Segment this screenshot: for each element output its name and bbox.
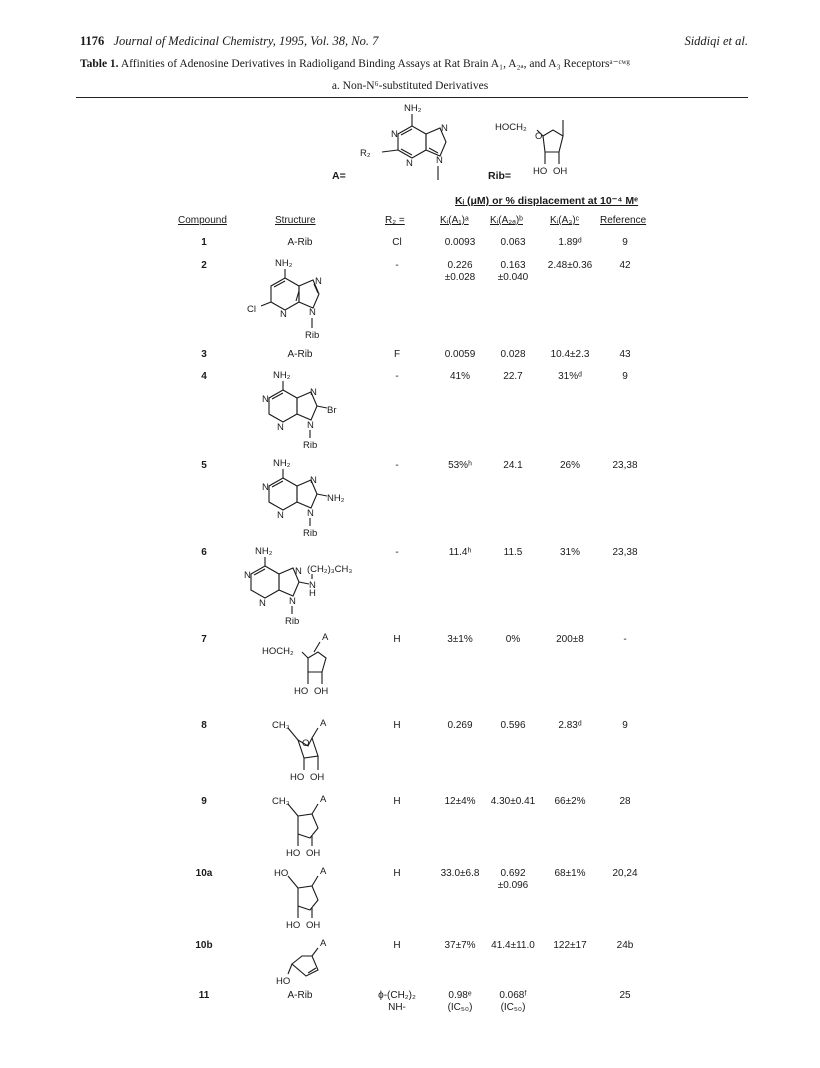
col-header-ki-a3: Kᵢ(A₃)ᶜ <box>550 215 580 226</box>
row-10b-ki-a3: 122±17 <box>553 940 587 951</box>
chem-oh-label: OH <box>553 166 568 177</box>
row-10b-r2: H <box>393 940 401 951</box>
table-top-rule <box>76 97 748 98</box>
row-5-ki-a1: 53%ʰ <box>448 460 472 471</box>
chem-n3-label: N <box>277 510 284 521</box>
row-8-reference: 9 <box>622 720 628 731</box>
table-caption-label: Table 1. <box>80 58 119 70</box>
row-2-ki-a3: 2.48±0.36 <box>547 260 593 271</box>
chem-hoch2-label: HOCH₂ <box>262 646 294 657</box>
row-4-compound: 4 <box>201 371 207 382</box>
chem-n3-label: N <box>406 158 413 169</box>
row-3-compound: 3 <box>201 349 207 360</box>
row-3-r2: F <box>393 349 401 360</box>
row-4-structure-drawing <box>255 368 345 451</box>
row-2-ki-a2a: 0.163 <box>500 260 526 271</box>
row-6-structure-drawing <box>244 544 375 627</box>
row-2-ki-a2a-error: ±0.040 <box>497 272 529 283</box>
row-10a-ki-a2a-error: ±0.096 <box>497 880 529 891</box>
chem-ring-o-label: O <box>302 738 310 749</box>
row-1-r2: Cl <box>392 237 402 248</box>
row-9-ki-a1: 12±4% <box>444 796 476 807</box>
row-8-compound: 8 <box>201 720 207 731</box>
col-header-compound: Compound <box>178 215 227 226</box>
col-header-r2: R₂ = <box>385 215 405 226</box>
row-11-r2-cont: NH- <box>388 1002 406 1013</box>
chem-n7-label: N <box>295 566 302 577</box>
row-1-ki-a3: 1.89ᵈ <box>558 237 582 248</box>
row-6-ki-a2a: 11.5 <box>503 547 523 558</box>
chem-ho-label: HO <box>290 772 305 783</box>
row-2-ki-a1: 0.226 <box>447 260 473 271</box>
row-5-ki-a3: 26% <box>559 460 580 471</box>
row-11-ki-a2a: 0.068ᶠ <box>499 990 527 1001</box>
row-5-reference: 23,38 <box>612 460 638 471</box>
row-4-ki-a2a: 22.7 <box>503 371 523 382</box>
chem-rib-label: Rib <box>305 330 320 341</box>
row-11-ki-a1-note: (IC₅₀) <box>447 1002 473 1013</box>
row-2-compound: 2 <box>201 260 207 271</box>
chem-ring-o-label: O <box>535 131 543 142</box>
row-10a-ki-a2a: 0.692 <box>500 868 526 879</box>
chem-n3-label: N <box>277 422 284 433</box>
row-9-ki-a2a: 4.30±0.41 <box>490 796 536 807</box>
row-9-reference: 28 <box>619 796 631 807</box>
chem-ho-label: HO <box>286 920 301 931</box>
row-10b-ki-a2a: 41.4±11.0 <box>491 940 535 951</box>
row-10a-r2: H <box>393 868 401 879</box>
row-11-ki-a2a-note: (IC₅₀) <box>500 1002 526 1013</box>
row-4-ki-a1: 41% <box>449 371 470 382</box>
chem-rib-label: Rib <box>303 528 318 539</box>
row-10a-ki-a1: 33.0±6.8 <box>440 868 480 879</box>
chem-n7-label: N <box>310 387 317 398</box>
chem-n1-label: N <box>391 129 398 140</box>
row-7-r2: H <box>393 634 401 645</box>
chem-oh-label: OH <box>310 772 325 783</box>
page-header-left <box>80 34 378 49</box>
page-author: Siddiqi et al. <box>684 34 748 48</box>
row-8-structure-drawing <box>262 716 352 784</box>
row-11-compound: 11 <box>198 990 210 1001</box>
row-1-ki-a2a: 0.063 <box>500 237 526 248</box>
chem-hoch2-label: HOCH₂ <box>495 122 527 133</box>
row-11-ki-a1: 0.98ᵉ <box>448 990 472 1001</box>
col-header-reference: Reference <box>600 215 647 226</box>
chem-n9-label: N <box>289 596 296 607</box>
row-7-compound: 7 <box>201 634 207 645</box>
row-4-r2: - <box>395 371 399 382</box>
chem-n3-label: N <box>280 309 287 320</box>
row-9-r2: H <box>393 796 401 807</box>
row-8-ki-a1: 0.269 <box>447 720 473 731</box>
chem-nh2-label: NH₂ <box>255 546 273 557</box>
chem-ho-label: HO <box>276 976 291 987</box>
chem-n7-label: N <box>310 475 317 486</box>
row-9-structure-drawing <box>262 792 352 860</box>
row-10a-ki-a3: 68±1% <box>554 868 586 879</box>
table-caption-text: Affinities of Adenosine Derivatives in Radioligand Binding Assays at Rat Brain A₁, A₂ₐ, and A₃ Receptorsᵃ⁻ᶜʷᵍ <box>120 58 630 70</box>
row-10b-reference: 24b <box>616 940 634 951</box>
chem-cl-label: Cl <box>247 304 256 315</box>
chem-a-label: A <box>320 794 327 805</box>
row-3-ki-a1: 0.0059 <box>444 349 476 360</box>
row-11-r2: ϕ-(CH₂)₂ <box>378 990 416 1001</box>
row-4-reference: 9 <box>622 371 628 382</box>
row-6-r2: - <box>395 547 399 558</box>
chem-n-substituent-label: N <box>309 580 316 591</box>
col-header-structure: Structure <box>275 215 316 226</box>
journal-citation: Journal of Medicinal Chemistry, 1995, Vol. 38, No. 7 <box>113 34 379 48</box>
row-6-ki-a3: 31% <box>559 547 580 558</box>
col-header-ki-a2a: Kᵢ(A₂ₐ)ᵇ <box>490 215 523 226</box>
chem-n7-label: N <box>315 276 322 287</box>
chem-ho-label: HO <box>533 166 548 177</box>
chem-a-label: A <box>320 718 327 729</box>
row-1-structure: A-Rib <box>287 237 313 248</box>
row-2-reference: 42 <box>619 260 631 271</box>
row-2-ki-a1-error: ±0.028 <box>444 272 476 283</box>
chem-ch3-label: CH₃ <box>272 720 290 731</box>
row-8-ki-a2a: 0.596 <box>500 720 526 731</box>
row-8-r2: H <box>393 720 401 731</box>
row-5-compound: 5 <box>201 460 207 471</box>
chem-oh-label: OH <box>306 920 321 931</box>
chem-rib-label: Rib <box>303 440 318 451</box>
chem-n1-label: N <box>262 394 269 405</box>
row-10a-structure-drawing <box>262 864 352 932</box>
row-1-ki-a1: 0.0093 <box>444 237 476 248</box>
chem-nh2-label: NH₂ <box>273 370 291 381</box>
chem-ho-top-label: HO <box>274 868 289 879</box>
row-8-ki-a3: 2.83ᵈ <box>558 720 582 731</box>
row-2-r2: - <box>395 260 399 271</box>
chem-n9-label: N <box>307 508 314 519</box>
row-11-structure: A-Rib <box>287 990 313 1001</box>
chem-n3-label: N <box>259 598 266 609</box>
row-10b-compound: 10b <box>195 940 213 951</box>
row-10b-ki-a1: 37±7% <box>444 940 476 951</box>
chem-a-label: A <box>320 938 327 949</box>
chem-nh2-label: NH₂ <box>275 258 293 269</box>
row-3-ki-a2a: 0.028 <box>500 349 526 360</box>
chem-a-label: A <box>320 866 327 877</box>
chem-n7-label: N <box>441 123 448 134</box>
row-10b-structure-drawing <box>270 936 350 988</box>
row-3-reference: 43 <box>619 349 631 360</box>
chem-nh2-substituent-label: NH₂ <box>327 493 345 504</box>
a-equals-label: A= <box>332 170 346 182</box>
purine-core-structure <box>360 100 480 190</box>
row-1-compound: 1 <box>201 237 207 248</box>
row-5-r2: - <box>395 460 399 471</box>
row-9-compound: 9 <box>201 796 207 807</box>
chem-ch3-label: CH₃ <box>272 796 290 807</box>
row-3-structure: A-Rib <box>287 349 313 360</box>
row-3-ki-a3: 10.4±2.3 <box>550 349 590 360</box>
row-7-ki-a1: 3±1% <box>447 634 473 645</box>
row-2-structure-drawing <box>247 256 345 341</box>
chem-oh-label: OH <box>314 686 329 697</box>
row-11-reference: 25 <box>619 990 631 1001</box>
row-7-ki-a3: 200±8 <box>556 634 584 645</box>
chem-n1-label: N <box>244 570 251 581</box>
chem-n9-label: N <box>436 155 443 166</box>
row-5-ki-a2a: 24.1 <box>503 460 523 471</box>
row-6-ki-a1: 11.4ʰ <box>448 547 472 558</box>
row-10a-compound: 10a <box>195 868 213 879</box>
page-number: 1176 <box>80 34 105 48</box>
chem-rib-label: Rib <box>285 616 300 627</box>
row-7-reference: - <box>623 634 627 645</box>
chem-ho-label: HO <box>286 848 301 859</box>
chem-nh2-label: NH₂ <box>273 458 291 469</box>
row-6-compound: 6 <box>201 547 207 558</box>
chem-a-label: A <box>322 632 329 643</box>
chem-br-label: Br <box>327 405 337 416</box>
row-1-reference: 9 <box>622 237 628 248</box>
rib-equals-label: Rib= <box>488 170 512 182</box>
chem-butyl-label: (CH₂)₃CH₃ <box>307 564 353 575</box>
chem-n9-label: N <box>307 420 314 431</box>
row-5-structure-drawing <box>255 456 355 539</box>
table-caption <box>80 56 630 70</box>
chem-nh2-label: NH₂ <box>404 103 422 114</box>
ki-header: Kᵢ (μM) or % displacement at 10⁻⁴ Mᵉ <box>455 195 639 207</box>
chem-r2-label: R₂ <box>360 148 371 159</box>
chem-oh-label: OH <box>306 848 321 859</box>
col-header-ki-a1: Kᵢ(A₁)ᵃ <box>440 215 469 226</box>
chem-n9-label: N <box>309 307 316 318</box>
row-9-ki-a3: 66±2% <box>554 796 586 807</box>
table-subcaption: a. Non-N⁶-substituted Derivatives <box>331 80 489 92</box>
row-7-structure-drawing <box>262 630 352 698</box>
chem-h-label: H <box>309 588 316 599</box>
row-7-ki-a2a: 0% <box>505 634 521 645</box>
row-6-reference: 23,38 <box>612 547 638 558</box>
chem-n1-label: N <box>262 482 269 493</box>
ribose-structure <box>495 112 575 182</box>
chem-ho-label: HO <box>294 686 309 697</box>
row-4-ki-a3: 31%ᵈ <box>558 371 582 382</box>
row-10a-reference: 20,24 <box>612 868 638 879</box>
